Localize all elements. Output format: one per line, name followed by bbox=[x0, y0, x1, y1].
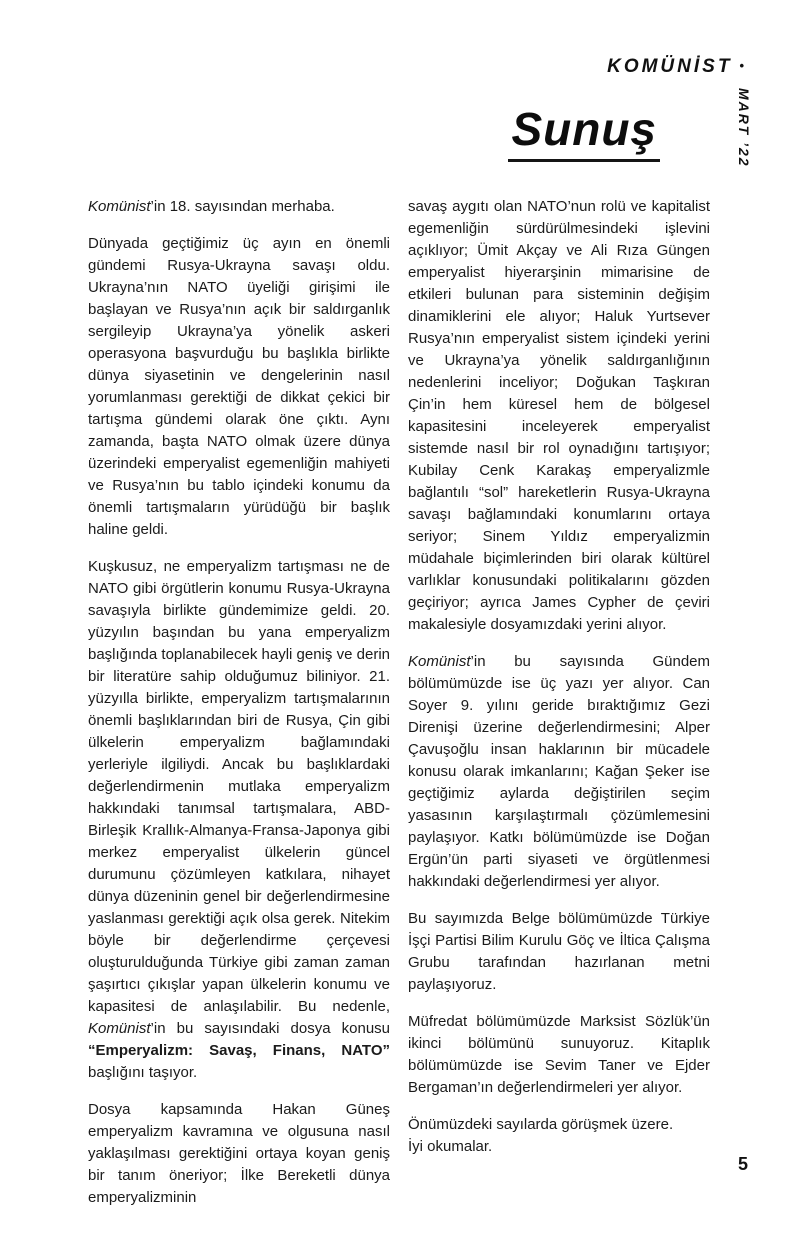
text-run: Müfredat bölümümüzde Marksist Sözlük’ün ikinci bölümünü sunuyoruz. Kitaplık bölümümüzde ise Sevim Taner ve Ejder Bergaman’ın değerlendirmeleri yer alıyor. bbox=[408, 1013, 710, 1096]
text-run: ’in bu sayısındaki dosya konusu bbox=[150, 1020, 390, 1037]
text-run: başlığını taşıyor. bbox=[88, 1064, 198, 1081]
text-run: savaş aygıtı olan NATO’nun rolü ve kapitalist egemenliğin sürdürülmesindeki işlevini açıklıyor; Ümit Akçay ve Ali Rıza Güngen emperyalist hiyerarşinin mimarisine de etkileri bulunan para sisteminin değişim dinamiklerini ele alıyor; Haluk Yurtsever Rusya’nın emperyalist sistem içindeki yerini ve Ukrayna’ya yönelik saldırganlığının nedenlerini inceliyor; Doğukan Taşkıran Çin’in hem küresel hem de bölgesel kapasitesini inceleyerek emperyalist sistemde nasıl bir rol oynadığını tartışıyor; Kubilay Cenk Karakaş emperyalizmle bağlantılı “sol” hareketlerin Rusya-Ukrayna savaşı bağlamındaki konumlarını ortaya seriyor; Sinem Yıldız emperyalizmin müdahale biçimlerinden biri olarak kültürel varlıklar konusundaki politikalarını gözden geçiriyor; ayrıca James Cypher de çeviri makalesiyle dosyamızdaki yerini alıyor. bbox=[408, 198, 710, 633]
text-run: Dosya kapsamında Hakan Güneş emperyalizm kavramına ve olgusuna nasıl yaklaşılması gerektiğini ortaya koyan geniş bir tanım öneriyor; İlke Bereketli dünya emperyalizminin bbox=[88, 1101, 390, 1206]
paragraph bbox=[88, 556, 390, 1084]
paragraph bbox=[88, 233, 390, 541]
text-run: Komünist bbox=[88, 198, 151, 215]
masthead-title: KOMÜNİST bbox=[607, 56, 733, 77]
paragraph bbox=[408, 196, 710, 636]
text-run: İyi okumalar. bbox=[408, 1138, 493, 1155]
paragraph bbox=[408, 1114, 710, 1158]
text-run: Komünist bbox=[408, 653, 471, 670]
paragraph bbox=[88, 1099, 390, 1209]
text-run: ’in 18. sayısından merhaba. bbox=[150, 198, 335, 215]
text-run: Komünist bbox=[88, 1020, 151, 1037]
paragraph bbox=[408, 908, 710, 996]
paragraph bbox=[408, 651, 710, 893]
paragraph bbox=[408, 1011, 710, 1099]
text-run: Kuşkusuz, ne emperyalizm tartışması ne de NATO gibi örgütlerin konumu Rusya-Ukrayna savaşıyla birlikte gündemimize geldi. 20. yüzyılın başından bu yana emperyalizm başlığında toplanabilecek hayli geniş ve derin bir literatüre sahip olduğumuz biliniyor. 21. yüzyılla birlikte, emperyalizm tartışmalarının önemli başlıklarından biri de Rusya, Çin gibi ülkelerin emperyalizm bağlamındaki yerleriyle ilgiliydi. Ancak bu başlıklardaki değerlendirmenin mutlaka emperyalizm hakkındaki tanımsal tartışmalara, ABD-Birleşik Krallık-Almanya-Fransa-Japonya gibi merkez emperyalist ülkelerin güncel durumunu çözümleyen katkılara, nihayet dünya düzeninin genel bir değerlendirmesine yaslanması gerektiği açık olsa gerek. Nitekim böyle bir değerlendirme çerçevesi oluşturulduğunda Türkiye gibi zaman zaman şaşırtıcı çıkışlar yapan ülkelerin konumu ve kapasitesi de anlaşılabilir. Bu nedenle, bbox=[88, 558, 390, 1015]
page-number: 5 bbox=[737, 1154, 748, 1174]
text-run: Dünyada geçtiğimiz üç ayın en önemli gündemi Rusya-Ukrayna savaşı oldu. Ukrayna’nın NATO üyeliği girişimi ile başlayan ve Rusya’nın açık bir saldırganlık sergileyip Ukrayna’ya yönelik askeri operasyona başvurduğu bu başlıkla birlikte dünya siyasetinin ve dengelerinin nasıl yorumlanması gerektiği de dikkat çekici bir tartışma gündemi olarak öne çıktı. Aynı zamanda, başta NATO olmak üzere dünya üzerindeki emperyalist egemenliğin mahiyeti ve Rusya’nın bu tablo içindeki konumu da önemli tartışmaların yürüdüğü bir başlık haline geldi. bbox=[88, 235, 390, 538]
text-run: ’in bu sayısında Gündem bölümümüzde ise üç yazı yer alıyor. Can Soyer 9. yılını geride bıraktığımız Gezi Direnişi üzerine değerlendirmesini; Alper Çavuşoğlu insan haklarının bir mücadele konusu olarak imkanlarını; Kağan Şeker ise geçtiğimiz aylarda değiştirilen seçim yasasının karşılaştırmalı çözümlemesini paylaşıyor. Katkı bölümümüzde ise Doğan Ergün’ün parti siyaseti ve örgütlenmesi hakkındaki değerlendirmesi yer alıyor. bbox=[408, 653, 710, 890]
page-title-text: Sunuş bbox=[508, 102, 660, 162]
issue-label: MART ’22 bbox=[736, 88, 752, 168]
body-columns bbox=[88, 196, 710, 1224]
text-run: “Emperyalizm: Savaş, Finans, NATO” bbox=[88, 1042, 390, 1059]
text-run: Bu sayımızda Belge bölümümüzde Türkiye İşçi Partisi Bilim Kurulu Göç ve İltica Çalışma Grubu tarafından hazırlanan metni paylaşıyoruz. bbox=[408, 910, 710, 993]
left-column bbox=[88, 196, 390, 1224]
masthead bbox=[607, 56, 744, 78]
page-title bbox=[508, 102, 660, 162]
paragraph bbox=[88, 196, 390, 218]
text-run: Önümüzdeki sayılarda görüşmek üzere. bbox=[408, 1116, 674, 1133]
masthead-bullet-icon: • bbox=[739, 58, 744, 73]
right-column bbox=[408, 196, 710, 1224]
